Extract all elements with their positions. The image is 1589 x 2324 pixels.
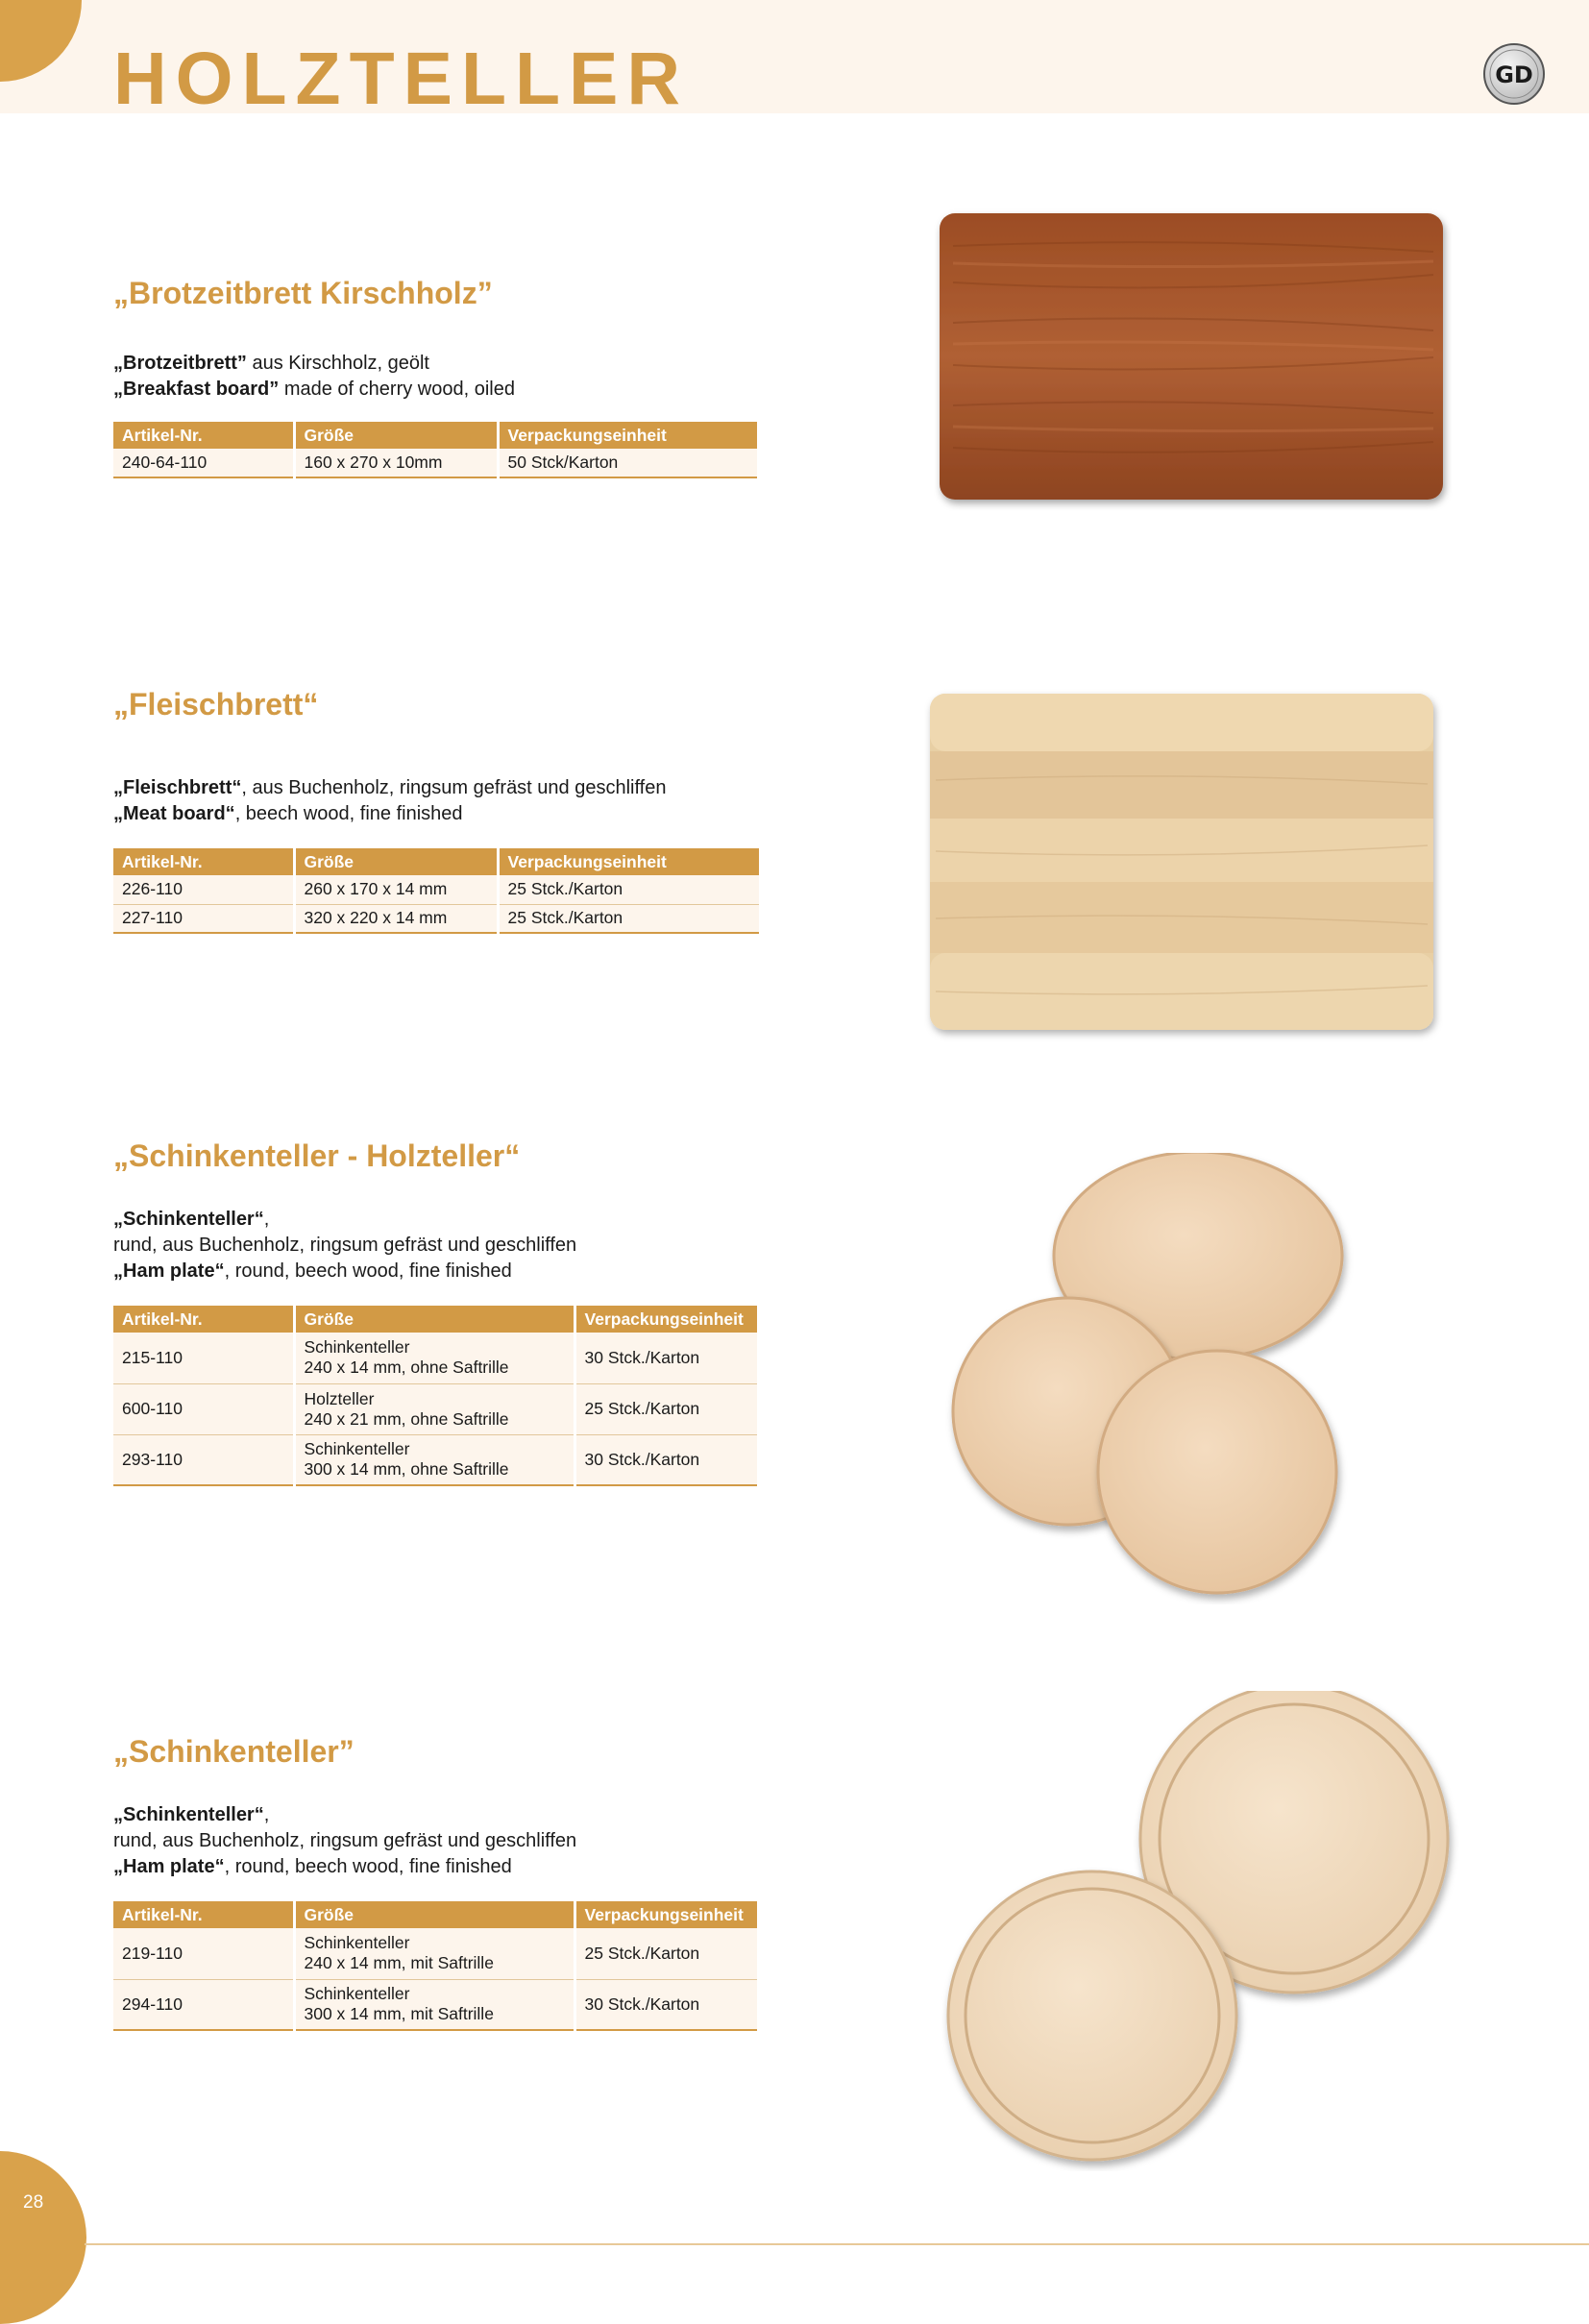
header-artikel-nr: Artikel-Nr. [113,422,294,449]
cell-groesse: 160 x 270 x 10mm [294,449,498,477]
section-title: „Brotzeitbrett Kirschholz” [113,276,493,310]
header-verpackung: Verpackungseinheit [498,848,759,875]
header-artikel-nr: Artikel-Nr. [113,848,294,875]
cell-groesse: Schinkenteller 300 x 14 mm, ohne Saftrille [294,1434,574,1485]
header-groesse: Größe [294,422,498,449]
cell-groesse: Schinkenteller 240 x 14 mm, mit Saftrille [294,1928,574,1979]
product-table [113,848,759,934]
table-row [113,904,759,933]
section-schinkenteller [113,1736,786,2031]
desc-line: „Schinkenteller“, [113,1804,270,1825]
desc-line: „Ham plate“, round, beech wood, fine finished [113,1260,512,1282]
section-fleischbrett [113,689,786,934]
corner-decoration [0,2151,86,2324]
cell-artikel-nr: 227-110 [113,904,294,933]
header-verpackung: Verpackungseinheit [574,1306,757,1333]
cell-artikel-nr: 240-64-110 [113,449,294,477]
table-header-row [113,1306,757,1333]
table-row [113,1333,757,1383]
desc-line: „Ham plate“, round, beech wood, fine finished [113,1856,512,1877]
cell-artikel-nr: 293-110 [113,1434,294,1485]
page-title: HOLZTELLER [113,37,689,120]
table-header-row [113,422,757,449]
cell-verpackung: 25 Stck./Karton [498,904,759,933]
header-groesse: Größe [294,848,498,875]
table-row [113,1928,757,1979]
section-title: „Schinkenteller” [113,1734,354,1769]
desc-line: „Fleischbrett“, aus Buchenholz, ringsum gefräst und geschliffen [113,777,667,798]
section-title: „Schinkenteller - Holzteller“ [113,1138,521,1173]
desc-line: rund, aus Buchenholz, ringsum gefräst und geschliffen [113,1235,577,1256]
section-title: „Fleischbrett“ [113,687,319,722]
cell-artikel-nr: 600-110 [113,1383,294,1434]
desc-line: rund, aus Buchenholz, ringsum gefräst und geschliffen [113,1830,577,1851]
cell-artikel-nr: 215-110 [113,1333,294,1383]
cell-verpackung: 50 Stck/Karton [498,449,757,477]
header-verpackung: Verpackungseinheit [498,422,757,449]
footer-divider [85,2243,1589,2245]
brand-logo [1482,42,1546,106]
table-row [113,1383,757,1434]
cell-groesse: Schinkenteller 300 x 14 mm, mit Saftrille [294,1979,574,2030]
cherry-board-image [934,208,1453,511]
meat-board-image [924,688,1443,1043]
table-header-row [113,1901,757,1928]
cell-verpackung: 30 Stck./Karton [574,1333,757,1383]
cell-groesse: Holzteller 240 x 21 mm, ohne Saftrille [294,1383,574,1434]
logo-text: GD [1495,61,1533,88]
cell-verpackung: 30 Stck./Karton [574,1979,757,2030]
cell-verpackung: 25 Stck./Karton [498,875,759,904]
header-artikel-nr: Artikel-Nr. [113,1306,294,1333]
desc-line: „Schinkenteller“, [113,1209,270,1230]
table-row [113,1434,757,1485]
cell-groesse: 320 x 220 x 14 mm [294,904,498,933]
page-number: 28 [23,2192,44,2213]
grooved-plates-image [941,1691,1479,2171]
cell-groesse: Schinkenteller 240 x 14 mm, ohne Saftrille [294,1333,574,1383]
product-table [113,422,757,478]
round-plates-image [941,1153,1383,1604]
section-description [113,1802,786,1880]
cell-artikel-nr: 294-110 [113,1979,294,2030]
desc-line: „Meat board“, beech wood, fine finished [113,803,463,824]
product-table [113,1901,757,2031]
desc-line: „Breakfast board” made of cherry wood, oiled [113,379,515,400]
section-description [113,351,786,403]
cell-verpackung: 25 Stck./Karton [574,1928,757,1979]
desc-line: „Brotzeitbrett” aus Kirschholz, geölt [113,353,429,374]
cell-artikel-nr: 226-110 [113,875,294,904]
table-row [113,875,759,904]
header-verpackung: Verpackungseinheit [574,1901,757,1928]
cell-verpackung: 30 Stck./Karton [574,1434,757,1485]
header-groesse: Größe [294,1306,574,1333]
cell-artikel-nr: 219-110 [113,1928,294,1979]
header-artikel-nr: Artikel-Nr. [113,1901,294,1928]
cell-verpackung: 25 Stck./Karton [574,1383,757,1434]
section-description [113,775,786,827]
product-table [113,1306,757,1486]
section-description [113,1207,786,1284]
cell-groesse: 260 x 170 x 14 mm [294,875,498,904]
table-header-row [113,848,759,875]
table-row [113,449,757,477]
header-groesse: Größe [294,1901,574,1928]
section-schinkenteller-holzteller [113,1140,786,1486]
section-brotzeitbrett [113,278,786,478]
table-row [113,1979,757,2030]
